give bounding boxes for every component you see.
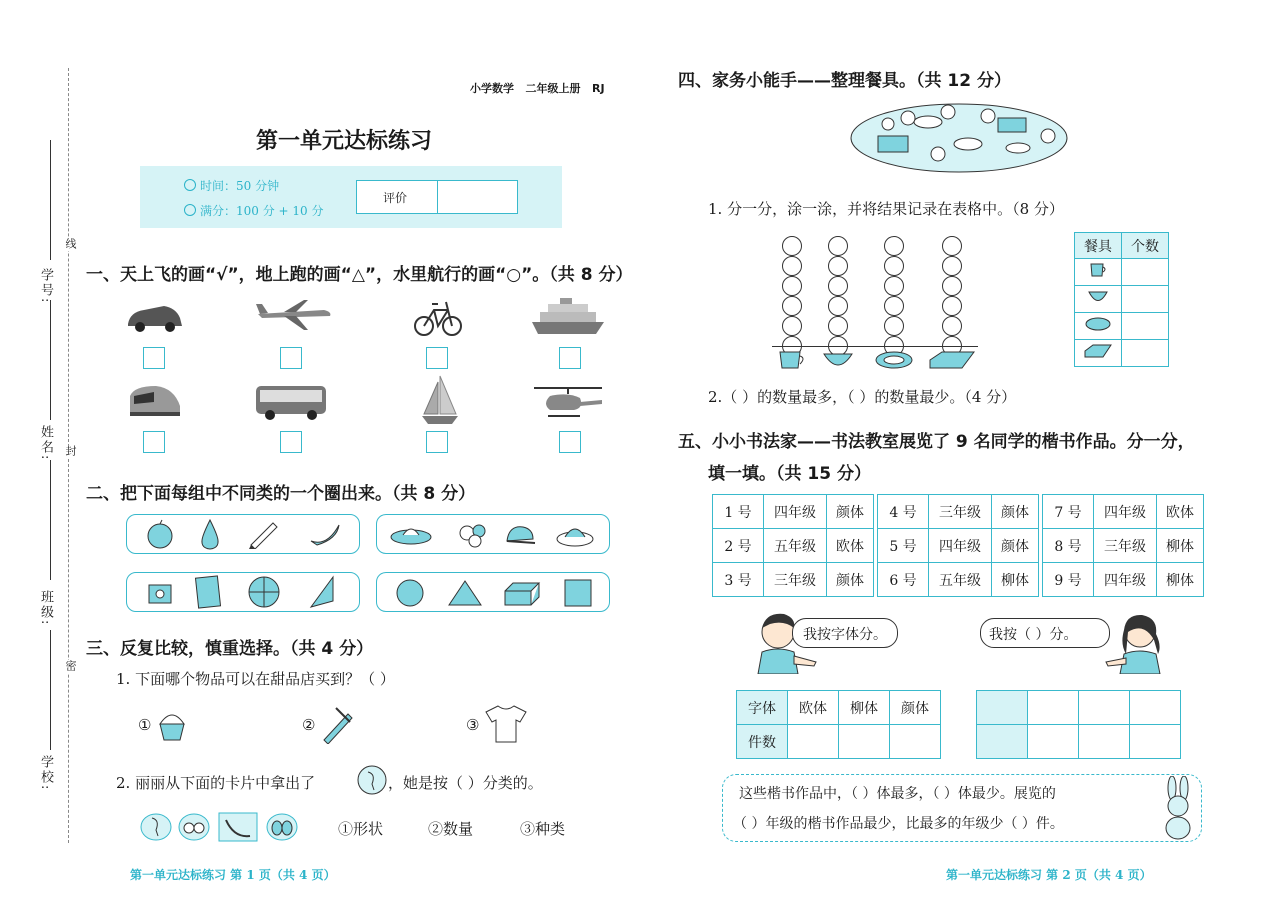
bowl-small-icon bbox=[1087, 289, 1109, 305]
check-icon bbox=[184, 204, 196, 216]
answer-box-airplane[interactable] bbox=[280, 347, 302, 369]
students-block-3 bbox=[1042, 494, 1204, 597]
students-block-2 bbox=[877, 494, 1039, 597]
girl-speech-text: 我按（ ）分。 bbox=[989, 627, 1078, 643]
question-4-2: 2.（ ）的数量最多，（ ）的数量最少。（4 分） bbox=[708, 388, 1017, 406]
boy-speech-bubble bbox=[792, 618, 898, 648]
school-line bbox=[50, 630, 51, 750]
girl-illustration bbox=[1104, 610, 1166, 674]
line-mark: 线 bbox=[64, 238, 77, 251]
row-cup bbox=[1075, 259, 1122, 286]
info-panel bbox=[140, 166, 562, 228]
option-3-marker[interactable]: ③ bbox=[466, 716, 480, 734]
bicycle-icon bbox=[414, 294, 462, 338]
answer-box-ship[interactable] bbox=[559, 347, 581, 369]
count-row-label: 件数 bbox=[737, 725, 788, 759]
student-cell: 2 号 bbox=[713, 529, 764, 563]
girl-speech-bubble bbox=[980, 618, 1110, 648]
clock-icon bbox=[184, 179, 196, 191]
group-fruit-tools[interactable] bbox=[126, 514, 360, 554]
column-plates[interactable] bbox=[882, 236, 906, 356]
font-head-liu: 柳体 bbox=[839, 691, 890, 725]
sharpener-icon bbox=[145, 579, 175, 607]
bonnet-icon bbox=[555, 519, 595, 549]
group-school-items[interactable] bbox=[126, 572, 360, 612]
header-grade: 二年级上册 bbox=[525, 82, 581, 95]
row-bowl bbox=[1075, 286, 1122, 313]
page-header bbox=[470, 80, 605, 96]
cap-icon bbox=[503, 521, 537, 549]
font-head: 字体 bbox=[737, 691, 788, 725]
nail-clipper-icon bbox=[320, 704, 354, 744]
section-3-title: 三、反复比较，慎重选择。（共 4 分） bbox=[86, 639, 374, 659]
square-shape-icon bbox=[563, 578, 593, 608]
student-cell: 五年级 bbox=[929, 563, 992, 597]
student-cell: 四年级 bbox=[929, 529, 992, 563]
blank-cell[interactable] bbox=[1130, 725, 1181, 759]
eval-box bbox=[356, 180, 518, 214]
count-yan[interactable] bbox=[890, 725, 941, 759]
student-cell: 三年级 bbox=[929, 495, 992, 529]
rabbit-icon bbox=[1156, 776, 1198, 840]
blank-cell[interactable] bbox=[1130, 691, 1181, 725]
count-ou[interactable] bbox=[788, 725, 839, 759]
triangle-ruler-icon bbox=[307, 575, 337, 609]
blank-cell[interactable] bbox=[1079, 691, 1130, 725]
count-plate[interactable] bbox=[1122, 313, 1169, 340]
tray-icon bbox=[928, 350, 976, 370]
student-cell: 颜体 bbox=[992, 495, 1039, 529]
header-edition: RJ bbox=[592, 82, 605, 95]
section-2-title: 二、把下面每组中不同类的一个圈出来。（共 8 分） bbox=[86, 484, 476, 504]
sunhat-icon bbox=[389, 521, 435, 547]
student-cell: 欧体 bbox=[1157, 495, 1204, 529]
student-cell: 柳体 bbox=[1157, 529, 1204, 563]
cup-small-icon bbox=[1088, 262, 1108, 278]
card-1-icon bbox=[140, 812, 172, 842]
class-line bbox=[50, 460, 51, 580]
basketball-icon bbox=[247, 575, 281, 609]
column-bowls[interactable] bbox=[826, 236, 850, 356]
student-cell: 颜体 bbox=[992, 529, 1039, 563]
eval-divider bbox=[437, 181, 438, 213]
score-text: 满分：100 分 + 10 分 bbox=[200, 204, 324, 218]
plate-small-icon bbox=[1084, 316, 1112, 332]
row-tray bbox=[1075, 340, 1122, 367]
student-cell: 颜体 bbox=[827, 495, 874, 529]
page-title: 第一单元达标练习 bbox=[256, 128, 433, 154]
font-head-yan: 颜体 bbox=[890, 691, 941, 725]
apple-icon bbox=[145, 519, 175, 549]
school-label: 学校: bbox=[38, 755, 53, 792]
plate-icon bbox=[874, 350, 914, 370]
student-cell: 1 号 bbox=[713, 495, 764, 529]
bus-icon bbox=[254, 380, 328, 422]
column-trays[interactable] bbox=[940, 236, 964, 356]
student-cell: 7 号 bbox=[1043, 495, 1094, 529]
question-3-2-start: 2. 丽丽从下面的卡片中拿出了 bbox=[116, 774, 316, 792]
secret-mark: 密 bbox=[64, 660, 77, 673]
student-id-line bbox=[50, 140, 51, 260]
student-cell: 柳体 bbox=[992, 563, 1039, 597]
section-4-title: 四、家务小能手——整理餐具。（共 12 分） bbox=[678, 71, 1011, 91]
student-cell: 8 号 bbox=[1043, 529, 1094, 563]
car-icon bbox=[124, 298, 184, 334]
pencil-icon bbox=[247, 519, 281, 549]
student-cell: 9 号 bbox=[1043, 563, 1094, 597]
section-5-title-line1: 五、小小书法家——书法教室展览了 9 名同学的楷书作品。分一分， bbox=[678, 432, 1195, 452]
question-3-2-end: ，她是按（ ）分类的。 bbox=[388, 774, 543, 792]
group-hats[interactable] bbox=[376, 514, 610, 554]
column-cups[interactable] bbox=[780, 236, 804, 356]
answer-box-train[interactable] bbox=[143, 431, 165, 453]
section-1-title: 一、天上飞的画“√”，地上跑的画“△”，水里航行的画“○”。（共 8 分） bbox=[86, 265, 633, 285]
student-cell: 4 号 bbox=[878, 495, 929, 529]
train-icon bbox=[126, 382, 182, 422]
font-count-table bbox=[736, 690, 941, 759]
time-text: 时间：50 分钟 bbox=[200, 179, 280, 193]
count-liu[interactable] bbox=[839, 725, 890, 759]
footer-right: 第一单元达标练习 第 2 页（共 4 页） bbox=[946, 868, 1152, 882]
blank-cell[interactable] bbox=[1028, 725, 1079, 759]
summary-box bbox=[722, 774, 1202, 842]
choice-quantity[interactable]: ②数量 bbox=[428, 820, 474, 838]
student-cell: 三年级 bbox=[764, 563, 827, 597]
group-shapes[interactable] bbox=[376, 572, 610, 612]
summary-line-2: （ ）年级的楷书作品最少，比最多的年级少（ ）件。 bbox=[733, 816, 1064, 832]
blank-cell[interactable] bbox=[1028, 691, 1079, 725]
table-head-count: 个数 bbox=[1122, 233, 1169, 259]
students-block-1 bbox=[712, 494, 874, 597]
choice-kind[interactable]: ③种类 bbox=[520, 820, 566, 838]
book-icon bbox=[193, 575, 223, 609]
tableware-count-table bbox=[1074, 232, 1169, 367]
count-tray[interactable] bbox=[1122, 340, 1169, 367]
summary-line-1: 这些楷书作品中，（ ）体最多，（ ）体最少。展览的 bbox=[739, 786, 1056, 802]
student-cell: 颜体 bbox=[827, 563, 874, 597]
answer-box-bicycle[interactable] bbox=[426, 347, 448, 369]
student-cell: 三年级 bbox=[1094, 529, 1157, 563]
tray-small-icon bbox=[1083, 343, 1113, 359]
footer-left: 第一单元达标练习 第 1 页（共 4 页） bbox=[130, 868, 336, 882]
blank-head-cell[interactable] bbox=[977, 725, 1028, 759]
bowl-icon bbox=[822, 350, 854, 370]
card-3-icon bbox=[218, 812, 258, 842]
card-pulled-icon bbox=[356, 764, 388, 796]
boy-speech-text: 我按字体分。 bbox=[803, 627, 887, 643]
student-cell: 3 号 bbox=[713, 563, 764, 597]
blank-head-cell[interactable] bbox=[977, 691, 1028, 725]
chart-baseline bbox=[772, 346, 978, 347]
tableware-tray bbox=[848, 98, 1070, 174]
student-cell: 四年级 bbox=[764, 495, 827, 529]
question-4-1: 1. 分一分，涂一涂，并将结果记录在表格中。（8 分） bbox=[708, 200, 1064, 218]
table-head-tableware: 餐具 bbox=[1075, 233, 1122, 259]
helicopter-icon bbox=[530, 382, 606, 422]
answer-box-sailboat[interactable] bbox=[426, 431, 448, 453]
option-1-marker[interactable]: ① bbox=[138, 716, 152, 734]
blank-count-table bbox=[976, 690, 1181, 759]
baby-shirt-icon bbox=[482, 702, 530, 746]
sailboat-icon bbox=[420, 374, 460, 426]
eval-label: 评价 bbox=[383, 191, 408, 205]
student-cell: 5 号 bbox=[878, 529, 929, 563]
circle-shape-icon bbox=[395, 578, 425, 608]
option-2-marker[interactable]: ② bbox=[302, 716, 316, 734]
blank-cell[interactable] bbox=[1079, 725, 1130, 759]
seal-mark: 封 bbox=[64, 445, 77, 458]
answer-box-car[interactable] bbox=[143, 347, 165, 369]
cupcake-icon bbox=[156, 708, 188, 742]
student-cell: 五年级 bbox=[764, 529, 827, 563]
triangle-shape-icon bbox=[447, 579, 483, 607]
flower-bundle-icon bbox=[457, 521, 491, 549]
answer-box-helicopter[interactable] bbox=[559, 431, 581, 453]
student-cell: 柳体 bbox=[1157, 563, 1204, 597]
ship-icon bbox=[530, 294, 606, 338]
count-cup[interactable] bbox=[1122, 259, 1169, 286]
answer-box-bus[interactable] bbox=[280, 431, 302, 453]
choice-shape[interactable]: ①形状 bbox=[338, 820, 384, 838]
student-cell: 四年级 bbox=[1094, 495, 1157, 529]
font-head-ou: 欧体 bbox=[788, 691, 839, 725]
header-subject: 小学数学 bbox=[470, 82, 514, 95]
card-2-icon bbox=[178, 812, 210, 842]
name-label: 姓名: bbox=[38, 425, 53, 462]
name-line bbox=[50, 300, 51, 420]
student-cell: 6 号 bbox=[878, 563, 929, 597]
banana-icon bbox=[307, 519, 343, 549]
cup-icon bbox=[776, 350, 808, 370]
card-4-icon bbox=[266, 812, 298, 842]
airplane-icon bbox=[254, 296, 334, 332]
question-3-1: 1. 下面哪个物品可以在甜品店买到？（ ） bbox=[116, 670, 395, 688]
student-cell: 四年级 bbox=[1094, 563, 1157, 597]
class-label: 班级: bbox=[38, 590, 53, 627]
cuboid-icon bbox=[501, 579, 541, 607]
count-bowl[interactable] bbox=[1122, 286, 1169, 313]
pear-icon bbox=[197, 516, 223, 550]
student-id-label: 学号: bbox=[38, 268, 53, 305]
section-5-title-line2: 填一填。（共 15 分） bbox=[708, 464, 871, 484]
students-grid bbox=[712, 494, 1204, 598]
row-plate bbox=[1075, 313, 1122, 340]
student-cell: 欧体 bbox=[827, 529, 874, 563]
